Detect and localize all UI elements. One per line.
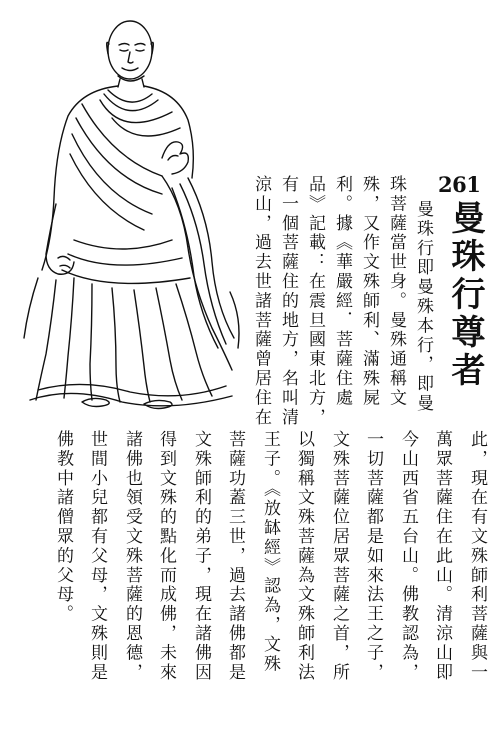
text-column: 以獨稱文殊菩薩為文殊師利法 [294,430,314,683]
text-column: 諸佛也領受文殊菩薩的恩德， [122,430,142,683]
text-column: 文殊菩薩位居眾菩薩之首，所 [329,430,349,683]
text-column: 此，現在有文殊師利菩薩與一 [467,430,487,683]
text-column: 有一個菩薩住的地方，名叫清 [278,175,298,428]
text-column: 文殊師利的弟子，現在諸佛因 [191,430,211,683]
entry-number: 261 [438,172,481,197]
text-column: 王子。《放缽經》認為，文殊 [260,430,280,674]
text-column: 品》記載：在震旦國東北方， [305,175,325,428]
entry-title: 曼珠行尊者 [445,200,485,390]
text-column: 佛教中諸僧眾的父母。 [53,430,73,624]
text-column: 曼珠行即曼殊本行，即曼 [413,200,433,414]
text-column: 利。據《華嚴經．菩薩住處 [332,175,352,408]
text-column: 涼山，過去世諸菩薩曾居住在 [251,175,271,428]
text-column: 珠菩薩當世身。曼殊通稱文 [386,175,406,408]
text-column: 得到文殊的點化而成佛，未來 [156,430,176,683]
text-column: 殊，又作文殊師利、滿殊屍 [359,175,379,408]
text-column: 今山西省五台山。佛教認為， [398,430,418,683]
text-column: 菩薩功蓋三世，過去諸佛都是 [225,430,245,683]
text-column: 一切菩薩都是如來法王之子， [363,430,383,683]
text-column: 世間小兒都有父母，文殊則是 [87,430,107,683]
text-column: 萬眾菩薩住在此山。清涼山即 [432,430,452,683]
seated-monk-illustration [12,8,252,410]
